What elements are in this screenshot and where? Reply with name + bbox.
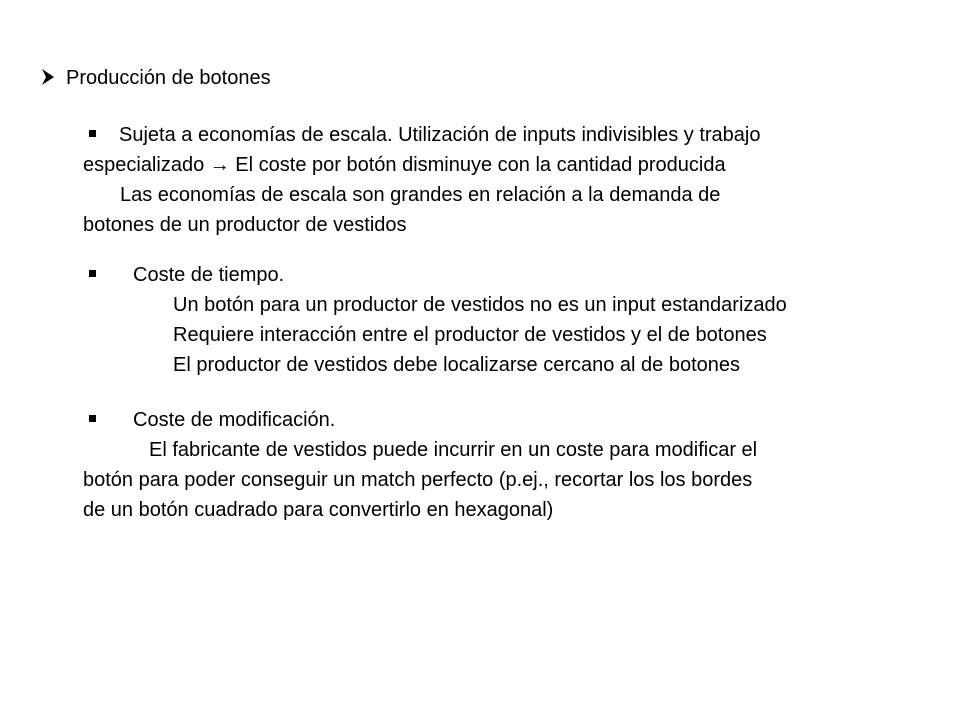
section-economias-escala bbox=[83, 120, 923, 240]
section-2-sub-line-1 bbox=[83, 290, 923, 320]
section-1-line-4 bbox=[83, 210, 923, 240]
section-3-title-line bbox=[83, 405, 923, 435]
section-1-text-3: Las economías de escala son grandes en relación a la demanda de bbox=[120, 184, 721, 206]
section-3-text-3: de un botón cuadrado para convertirlo en hexagonal) bbox=[83, 499, 554, 521]
section-3-line-1 bbox=[83, 435, 923, 465]
section-1-line-3 bbox=[83, 180, 923, 210]
section-coste-modificacion bbox=[83, 405, 923, 525]
section-2-title: Coste de tiempo. bbox=[133, 264, 285, 286]
section-3-line-2 bbox=[83, 465, 923, 495]
square-bullet-icon bbox=[89, 270, 96, 277]
section-2-sub-line-3 bbox=[83, 350, 923, 380]
heading bbox=[40, 63, 271, 93]
section-2-sub-line-2 bbox=[83, 320, 923, 350]
section-1-text-2: especializado → El coste por botón disminuye con la cantidad producida bbox=[83, 154, 726, 176]
section-1-line-1 bbox=[83, 120, 923, 150]
section-2-sub-text-1: Un botón para un productor de vestidos no es un input estandarizado bbox=[173, 294, 787, 316]
section-1-line-2 bbox=[83, 150, 923, 180]
section-3-text-2: botón para poder conseguir un match perfecto (p.ej., recortar los los bordes bbox=[83, 469, 753, 491]
square-bullet-icon bbox=[89, 415, 96, 422]
section-3-title: Coste de modificación. bbox=[133, 409, 336, 431]
square-bullet-icon bbox=[89, 130, 96, 137]
heading-text: Producción de botones bbox=[66, 67, 271, 89]
section-3-text-1: El fabricante de vestidos puede incurrir en un coste para modificar el bbox=[149, 439, 758, 461]
section-3-line-3 bbox=[83, 495, 923, 525]
section-1-text-4: botones de un productor de vestidos bbox=[83, 214, 407, 236]
section-2-sub-text-2: Requiere interacción entre el productor de vestidos y el de botones bbox=[173, 324, 767, 346]
section-2-title-line bbox=[83, 260, 923, 290]
section-2-sub-text-3: El productor de vestidos debe localizarse cercano al de botones bbox=[173, 354, 741, 376]
section-1-text-1: Sujeta a economías de escala. Utilización de inputs indivisibles y trabajo bbox=[119, 124, 761, 146]
arrow-bullet-icon bbox=[40, 67, 56, 87]
section-coste-tiempo bbox=[83, 260, 923, 380]
